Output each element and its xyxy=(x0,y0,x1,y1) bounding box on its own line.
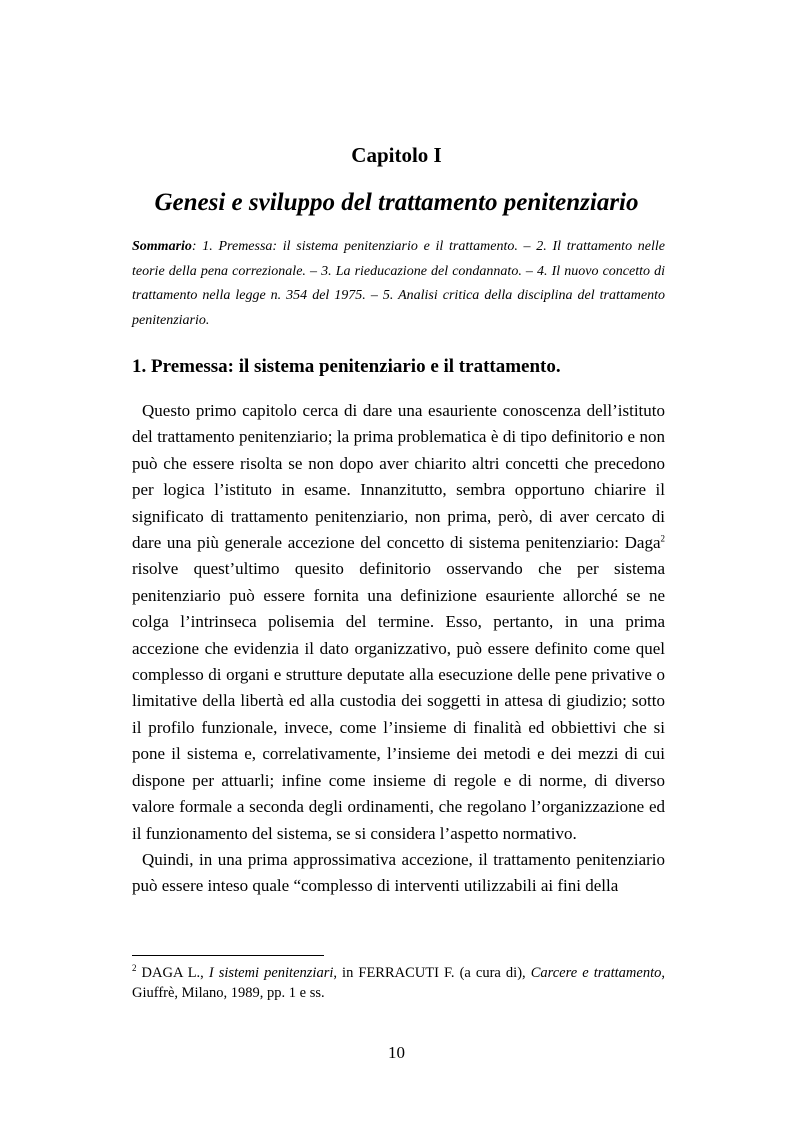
chapter-title: Genesi e sviluppo del trattamento penitenziario xyxy=(154,189,639,216)
summary-lead: Sommario xyxy=(132,239,192,254)
paragraph-1 xyxy=(132,398,665,847)
body-text xyxy=(132,398,665,900)
chapter-summary xyxy=(132,235,665,333)
footnote-work-title: I sistemi penitenziari xyxy=(208,965,334,981)
footnote-author: DAGA L., xyxy=(136,965,209,981)
paragraph-2: Quindi, in una prima approssimativa accezione, il trattamento penitenziario può essere inteso quale “complesso di interventi utilizzabili ai fini della xyxy=(132,849,665,896)
footnote-mid: , in FERRACUTI F. (a cura di), xyxy=(333,965,531,981)
paragraph-1-part-b: risolve quest’ultimo quesito definitorio osservando che per sistema penitenziario può essere fornita una definizione esauriente allorché se ne colga l’intrinseca polisemia del termine. Esso, pertanto, in una prima accezione che evidenzia il dato organizzativo, può essere definito come quel complesso di organi e strutture deputate alla esecuzione delle pene privative o limitative della libertà ed alla custodia dei soggetti in attesa di giudizio; sotto il profilo funzionale, invece, come l’insieme di finalità ed obbiettivi che si pone il sistema e, correlativamente, l’insieme dei metodi e dei mezzi di cui dispone per attuarli; infine come insieme di regole e di norme, di diverso valore formale a seconda degli ordinamenti, che regolano l’organizzazione ed il funzionamento del sistema, se si considera l’aspetto normativo. xyxy=(132,559,665,843)
footnote-tail: , Giuffrè, Milano, 1989, pp. 1 e ss. xyxy=(132,965,665,1001)
footnote-number: 2 xyxy=(132,963,137,974)
footnote xyxy=(132,963,665,1003)
chapter-label: Capitolo I xyxy=(351,143,442,167)
summary-text: : 1. Premessa: il sistema penitenziario e il trattamento. – 2. Il trattamento nelle teorie della pena correzionale. – 3. La rieducazione del condannato. – 4. Il nuovo concetto di trattamento nella legge n. 354 del 1975. – 5. Analisi critica della disciplina del trattamento penitenziario. xyxy=(132,239,665,328)
page-number: 10 xyxy=(388,1043,405,1062)
footnote-reference[interactable]: 2 xyxy=(660,533,665,544)
section-heading: 1. Premessa: il sistema penitenziario e il trattamento. xyxy=(132,356,561,377)
footnote-separator xyxy=(132,955,324,956)
paragraph-1-part-a: Questo primo capitolo cerca di dare una esauriente conoscenza dell’istituto del trattamento penitenziario; la prima problematica è di tipo definitorio e non può che essere risolta se non dopo aver chiarito altri concetti che precedono per logica l’istituto in esame. Innanzitutto, sembra opportuno chiarire il significato di trattamento penitenziario, non prima, però, di aver cercato di dare una più generale accezione del concetto di sistema penitenziario: Daga xyxy=(132,401,665,553)
footnote-book-title: Carcere e trattamento xyxy=(530,965,662,981)
